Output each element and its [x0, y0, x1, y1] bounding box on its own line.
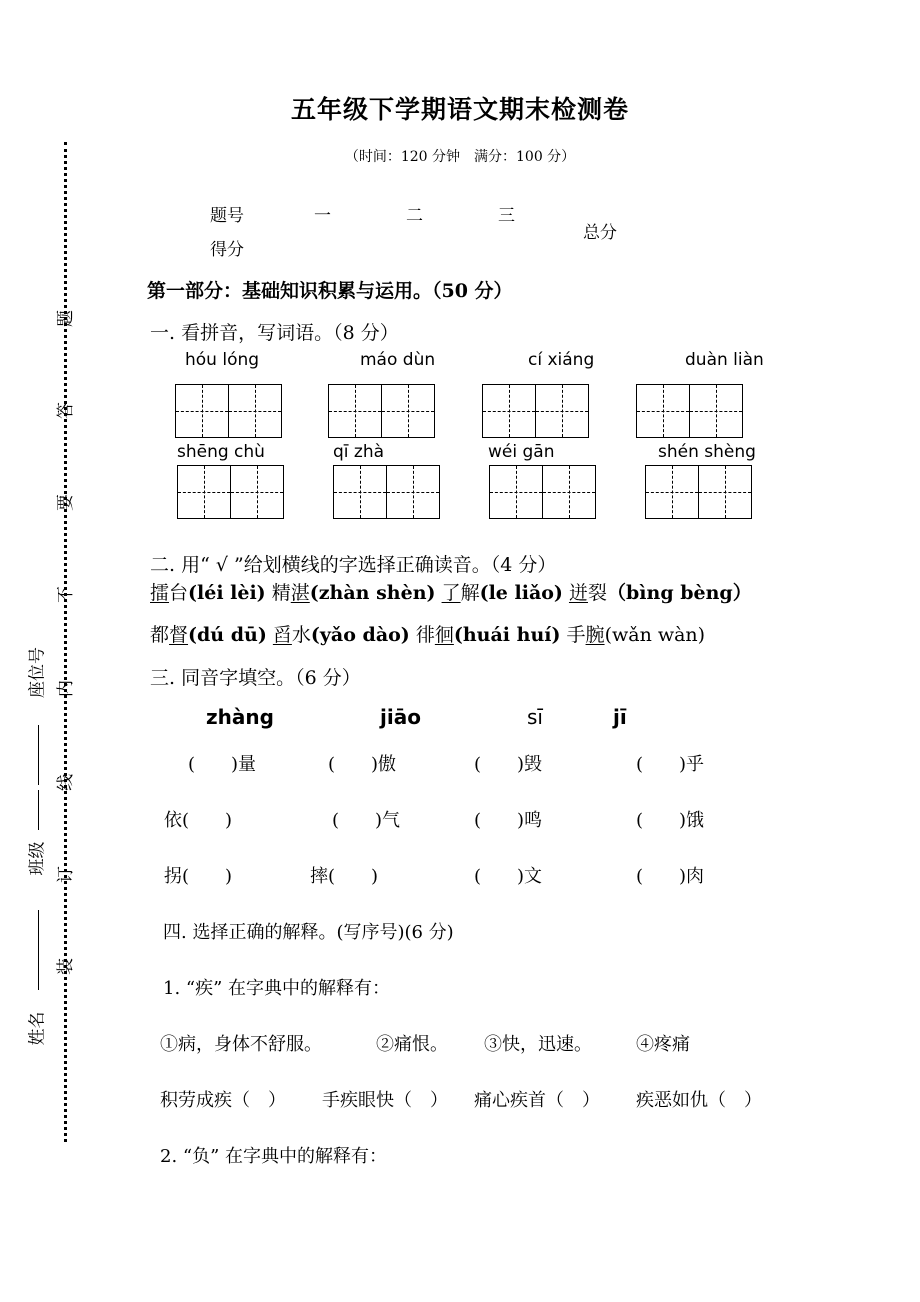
score-table-score-label: 得分 — [210, 240, 244, 260]
fill-blank[interactable]: ( )乎 — [636, 754, 705, 775]
pronunciation-item[interactable]: 舀水(yǎo dào) — [272, 624, 410, 646]
class-label: 班级 — [27, 841, 48, 876]
margin-char: 装 — [56, 958, 76, 975]
writing-grid[interactable] — [645, 465, 752, 519]
q3-heading: 三. 同音字填空。（6 分） — [150, 667, 361, 689]
pinyin-prompt: qī zhà — [333, 442, 385, 462]
q4-heading: 四. 选择正确的解释。(写序号)(6 分) — [163, 922, 454, 943]
writing-grid[interactable] — [482, 384, 589, 438]
homophone-pinyin: jī — [613, 705, 627, 729]
page-title: 五年级下学期语文期末检测卷 — [290, 95, 629, 124]
homophone-pinyin: zhàng — [206, 705, 274, 729]
writing-grid[interactable] — [489, 465, 596, 519]
pinyin-prompt: wéi gān — [488, 442, 555, 462]
pronunciation-item[interactable]: 手腕(wǎn wàn) — [566, 624, 706, 646]
writing-grid[interactable] — [636, 384, 743, 438]
idiom-answer[interactable]: 积劳成疾（ ） — [160, 1090, 286, 1111]
writing-grid[interactable] — [328, 384, 435, 438]
pronunciation-item[interactable]: 精湛(zhàn shèn) — [271, 582, 436, 604]
meaning-option: ①病，身体不舒服。 — [160, 1034, 322, 1055]
score-table-total-label: 总分 — [583, 223, 617, 243]
meaning-option: ③快，迅速。 — [484, 1034, 592, 1055]
binding-dotted-line — [64, 142, 67, 1142]
writing-grid[interactable] — [175, 384, 282, 438]
fill-blank[interactable]: 拐( ) — [164, 866, 233, 887]
fill-blank[interactable]: ( )文 — [474, 866, 543, 887]
pinyin-prompt: shén shèng — [658, 442, 756, 462]
q4-sub1-prompt: 1. “疾” 在字典中的解释有： — [163, 978, 391, 999]
homophone-pinyin: jiāo — [380, 705, 421, 729]
pronunciation-item[interactable]: 了解(le liǎo) — [441, 582, 563, 604]
writing-grid[interactable] — [333, 465, 440, 519]
seat-number-blank — [38, 725, 39, 785]
q1-heading: 一. 看拼音，写词语。（8 分） — [150, 322, 399, 344]
fill-blank[interactable]: ( )饿 — [636, 810, 705, 831]
name-label: 姓名 — [27, 1011, 48, 1046]
margin-char: 不 — [56, 586, 76, 603]
fill-blank[interactable]: ( )气 — [332, 810, 401, 831]
pronunciation-item[interactable]: 擂台(léi lèi) — [150, 582, 266, 604]
pinyin-prompt: shēng chù — [177, 442, 265, 462]
meaning-option: ②痛恨。 — [376, 1034, 448, 1055]
exam-info: （时间：120 分钟 满分：100 分） — [344, 149, 576, 165]
fill-blank[interactable]: ( )肉 — [636, 866, 705, 887]
score-table-column: 三 — [498, 206, 515, 226]
margin-char: 答 — [56, 402, 76, 419]
pronunciation-item[interactable]: 徘徊(huái huí) — [415, 624, 561, 646]
seat-number-label: 座位号 — [27, 647, 48, 698]
pinyin-prompt: duàn liàn — [685, 350, 764, 370]
margin-char: 要 — [56, 494, 76, 511]
score-table-question-label: 题号 — [210, 206, 244, 226]
q2-line-1 — [150, 578, 752, 605]
q2-line-2 — [150, 620, 705, 647]
score-table-column: 一 — [314, 206, 331, 226]
pinyin-prompt: hóu lóng — [185, 350, 260, 370]
name-blank — [38, 910, 39, 990]
homophone-pinyin: sī — [527, 705, 543, 729]
fill-blank[interactable]: 依( ) — [164, 810, 233, 831]
part-one-heading: 第一部分：基础知识积累与运用。（50 分） — [147, 280, 513, 302]
fill-blank[interactable]: ( )毁 — [474, 754, 543, 775]
fill-blank[interactable]: ( )傲 — [328, 754, 397, 775]
margin-char: 内 — [56, 680, 76, 697]
score-table-column: 二 — [406, 206, 423, 226]
margin-char: 线 — [56, 774, 76, 791]
idiom-answer[interactable]: 手疾眼快（ ） — [322, 1090, 448, 1111]
pronunciation-item[interactable]: 迸裂（bìng bèng） — [568, 582, 752, 604]
fill-blank[interactable]: ( )量 — [188, 754, 257, 775]
margin-char: 订 — [56, 866, 76, 883]
class-blank — [38, 790, 39, 830]
meaning-option: ④疼痛 — [636, 1034, 690, 1055]
q4-sub2-prompt: 2. “负” 在字典中的解释有： — [160, 1146, 388, 1167]
pinyin-prompt: cí xiáng — [528, 350, 595, 370]
margin-char: 题 — [56, 310, 76, 327]
writing-grid[interactable] — [177, 465, 284, 519]
idiom-answer[interactable]: 痛心疾首（ ） — [474, 1090, 600, 1111]
fill-blank[interactable]: ( )鸣 — [474, 810, 543, 831]
fill-blank[interactable]: 摔( ) — [310, 866, 379, 887]
pinyin-prompt: máo dùn — [360, 350, 436, 370]
q2-heading: 二. 用“ √ ”给划横线的字选择正确读音。（4 分） — [150, 554, 557, 576]
idiom-answer[interactable]: 疾恶如仇（ ） — [636, 1090, 762, 1111]
pronunciation-item[interactable]: 都督(dú dū) — [150, 624, 267, 646]
